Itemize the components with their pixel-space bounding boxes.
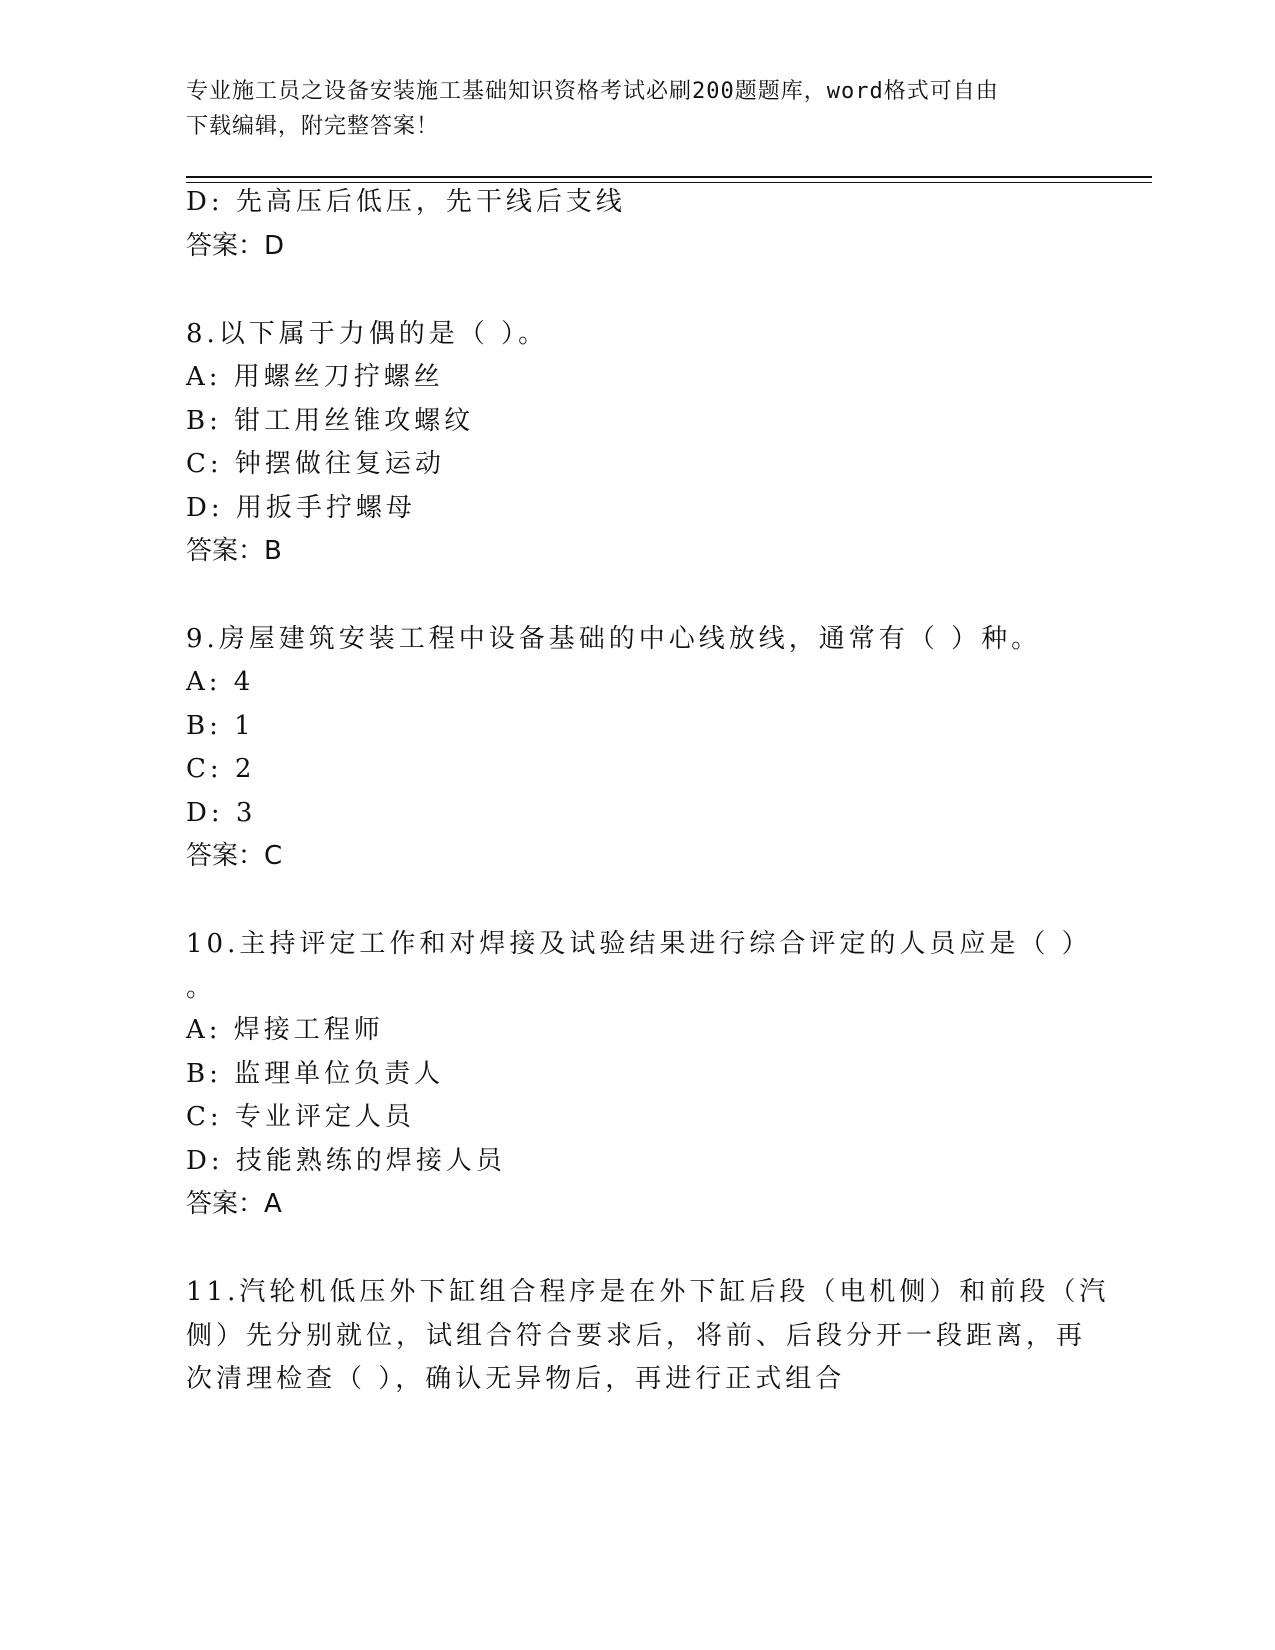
q8-option-d: D: 用扳手拧螺母 (186, 493, 416, 523)
q9-stem: 9.房屋建筑安装工程中设备基础的中心线放线，通常有（ ）种。 (186, 624, 1042, 654)
q8-option-c: C: 钟摆做往复运动 (186, 449, 445, 479)
header-line-2: 下载编辑，附完整答案！ (186, 114, 440, 139)
header-divider-thin (186, 182, 1152, 183)
q9-option-d: D: 3 (186, 798, 257, 828)
q9-option-a: A: 4 (186, 667, 255, 697)
q8-option-b: B: 钳工用丝锥攻螺纹 (186, 406, 475, 436)
q10-option-b: B: 监理单位负责人 (186, 1059, 445, 1089)
q10-option-d: D: 技能熟练的焊接人员 (186, 1146, 506, 1176)
q10-option-a: A: 焊接工程师 (186, 1015, 384, 1045)
q10-option-c: C: 专业评定人员 (186, 1102, 415, 1132)
q11-stem-line-2: 侧）先分别就位，试组合符合要求后，将前、后段分开一段距离，再 (186, 1321, 1087, 1351)
prev-answer: 答案：D (186, 231, 285, 261)
q8-answer: 答案：B (186, 536, 282, 566)
q11-stem-line-3: 次清理检查（ ），确认无异物后，再进行正式组合 (186, 1364, 846, 1394)
header-divider-thick (186, 176, 1152, 178)
q9-answer: 答案：C (186, 841, 283, 871)
q11-stem-line-1: 11.汽轮机低压外下缸组合程序是在外下缸后段（电机侧）和前段（汽 (186, 1277, 1110, 1307)
q8-stem: 8.以下属于力偶的是（ ）。 (186, 319, 549, 349)
q8-option-a: A: 用螺丝刀拧螺丝 (186, 362, 444, 392)
document-header (186, 74, 1076, 144)
q9-option-b: B: 1 (186, 711, 255, 741)
q9-option-c: C: 2 (186, 754, 256, 784)
q10-stem-line-2: 。 (186, 973, 217, 1003)
q10-answer: 答案：A (186, 1189, 282, 1219)
prev-option-d: D: 先高压后低压，先干线后支线 (186, 187, 626, 217)
q10-stem-line-1: 10.主持评定工作和对焊接及试验结果进行综合评定的人员应是（ ） (186, 929, 1092, 959)
header-line-1: 专业施工员之设备安装施工基础知识资格考试必刷200题题库，word格式可自由 (186, 79, 999, 104)
